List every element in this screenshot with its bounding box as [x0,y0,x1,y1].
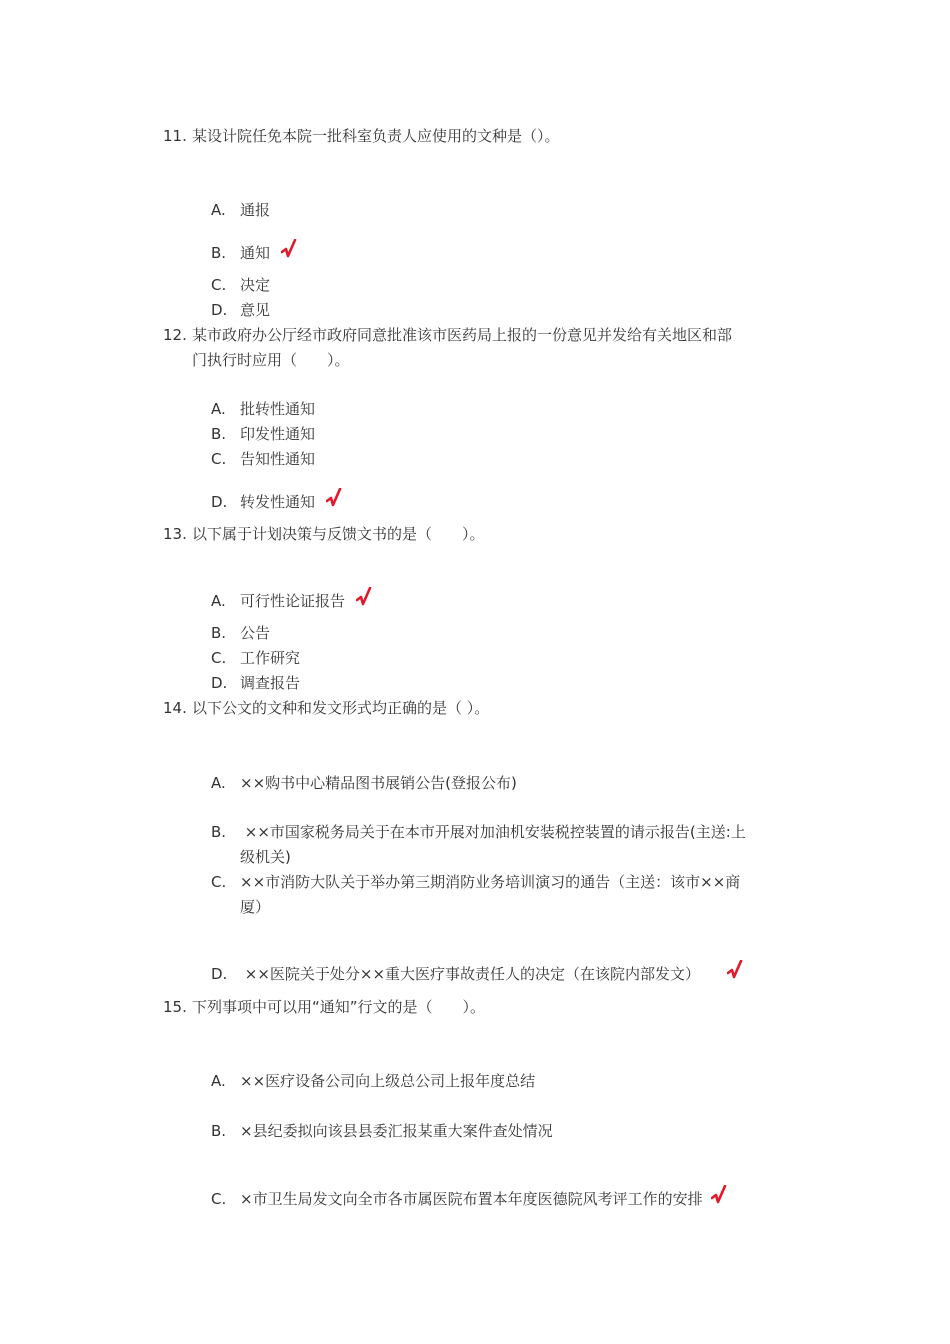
question-number: 15. [163,998,187,1016]
question-number: 13. [163,525,187,543]
option-text: 印发性通知 [240,425,316,443]
option-text: ××医疗设备公司向上级总公司上报年度总结 [240,1072,536,1090]
option-text: 公告 [240,624,271,642]
option-13-c[interactable] [211,646,300,671]
question-number: 12. [163,326,187,344]
option-label: D. [211,965,228,983]
option-14-b[interactable] [211,820,746,866]
question-text: 某市政府办公厅经市政府同意批准该市医药局上报的一份意见并发给有关地区和部 [192,326,733,344]
option-label: B. [211,823,227,841]
question-number: 11. [163,127,187,145]
option-15-b[interactable] [211,1119,553,1144]
option-text: ××市国家税务局关于在本市开展对加油机安装税控装置的请示报告(主送:上 [240,823,746,841]
option-label: A. [211,1072,226,1090]
option-11-a[interactable] [211,198,270,223]
option-label: A. [211,592,226,610]
option-14-a[interactable] [211,771,517,796]
option-13-b[interactable] [211,621,270,646]
question-15 [163,995,485,1020]
option-12-c[interactable] [211,447,315,472]
option-text: ×县纪委拟向该县县委汇报某重大案件查处情况 [240,1122,553,1140]
check-mark-icon [711,1185,727,1207]
option-label: B. [211,1122,227,1140]
option-14-c[interactable] [211,870,741,916]
question-text: 以下属于计划决策与反馈文书的是（ ）。 [192,525,485,543]
question-text: 某设计院任免本院一批科室负责人应使用的文种是（）。 [192,127,560,145]
option-12-b[interactable] [211,422,315,447]
option-text: 决定 [240,276,271,294]
option-text: ××购书中心精品图书展销公告(登报公布) [240,774,517,792]
question-11 [163,124,560,149]
option-label: C. [211,1190,227,1208]
option-11-d[interactable] [211,298,270,323]
option-15-a[interactable] [211,1069,535,1094]
option-15-c[interactable] [211,1185,727,1212]
question-14 [163,696,489,721]
option-text: 工作研究 [240,649,301,667]
question-number: 14. [163,699,187,717]
option-label: B. [211,425,227,443]
check-mark-icon [727,960,743,982]
option-label: D. [211,674,228,692]
option-text: 调查报告 [240,674,301,692]
option-11-b[interactable] [211,239,297,266]
check-mark-icon [356,587,372,609]
option-text: ×市卫生局发文向全市各市属医院布置本年度医德院风考评工作的安排 [240,1190,703,1208]
option-text: 通报 [240,201,271,219]
check-mark-icon [326,488,342,510]
question-13 [163,522,485,547]
option-13-d[interactable] [211,671,300,696]
option-label: B. [211,244,227,262]
option-text: ××市消防大队关于举办第三期消防业务培训演习的通告（主送：该市××商 [240,873,741,891]
option-label: A. [211,400,226,418]
question-12 [163,323,733,369]
option-label: C. [211,649,227,667]
option-label: A. [211,201,226,219]
option-text-continued: 厦） [240,898,271,916]
option-text: 可行性论证报告 [240,592,346,610]
option-label: C. [211,450,227,468]
question-text: 下列事项中可以用“通知”行文的是（ ）。 [192,998,486,1016]
option-text: 批转性通知 [240,400,316,418]
option-12-d[interactable] [211,488,342,515]
option-label: A. [211,774,226,792]
check-mark-icon [281,239,297,261]
option-12-a[interactable] [211,397,315,422]
option-text: ××医院关于处分××重大医疗事故责任人的决定（在该院内部发文） [240,965,701,983]
question-text-continued: 门执行时应用（ ）。 [192,351,350,369]
option-text: 转发性通知 [240,493,316,511]
option-14-d[interactable] [211,960,743,987]
option-text: 告知性通知 [240,450,316,468]
option-label: D. [211,301,228,319]
question-text: 以下公文的文种和发文形式均正确的是（ ）。 [192,699,490,717]
option-label: C. [211,873,227,891]
option-label: C. [211,276,227,294]
option-label: B. [211,624,227,642]
option-text: 通知 [240,244,271,262]
option-11-c[interactable] [211,273,270,298]
option-text: 意见 [240,301,271,319]
option-text-continued: 级机关) [240,848,291,866]
option-13-a[interactable] [211,587,372,614]
option-label: D. [211,493,228,511]
